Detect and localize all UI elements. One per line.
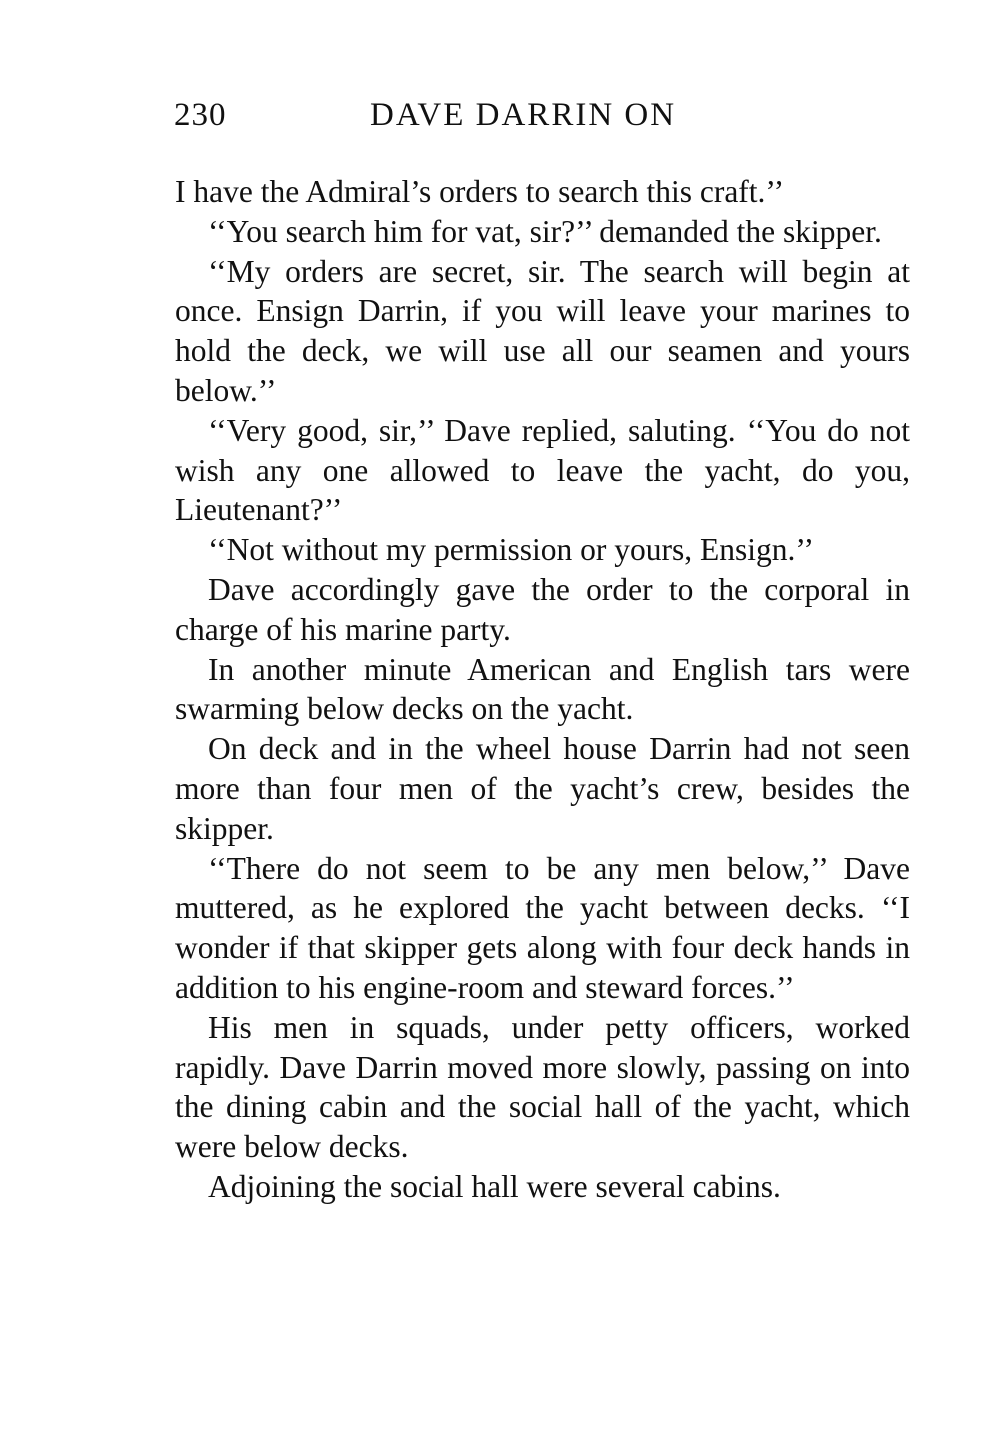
running-head xyxy=(174,92,714,138)
page-number: 230 xyxy=(174,97,227,133)
body-text xyxy=(175,172,910,1207)
paragraph: On deck and in the wheel house Darrin had not seen more than four men of the yacht’s crew, besides the skipper. xyxy=(175,731,910,846)
paragraph: His men in squads, under petty officers, worked rapidly. Dave Darrin moved more slowly, passing on into the dining cabin and the social hall of the yacht, which were below decks. xyxy=(175,1009,910,1165)
paragraph: ‘‘You search him for vat, sir?’’ demanded the skipper. xyxy=(208,213,882,249)
paragraph: ‘‘There do not seem to be any men below,’’ Dave muttered, as he explored the yacht between decks. ‘‘I wonder if that skipper gets along with four deck hands in addition to his engine-room and steward forces.’’ xyxy=(175,850,910,1005)
paragraph: ‘‘My orders are secret, sir. The search will begin at once. Ensign Darrin, if you will leave your marines to hold the deck, we will use all our seamen and yours below.’’ xyxy=(175,253,910,408)
paragraph: Dave accordingly gave the order to the corporal in charge of his marine party. xyxy=(175,571,910,647)
paragraph: ‘‘Not without my permission or yours, Ensign.’’ xyxy=(208,532,815,568)
paragraph: ‘‘Very good, sir,’’ Dave replied, saluting. ‘‘You do not wish any one allowed to leave the yacht, do you, Lieutenant?’’ xyxy=(175,412,910,528)
running-title: DAVE DARRIN ON xyxy=(370,97,677,133)
paragraph: Adjoining the social hall were several cabins. xyxy=(208,1168,781,1204)
paragraph: In another minute American and English tars were swarming below decks on the yacht. xyxy=(175,651,910,727)
paragraph-continued: I have the Admiral’s orders to search this craft.’’ xyxy=(175,174,785,209)
